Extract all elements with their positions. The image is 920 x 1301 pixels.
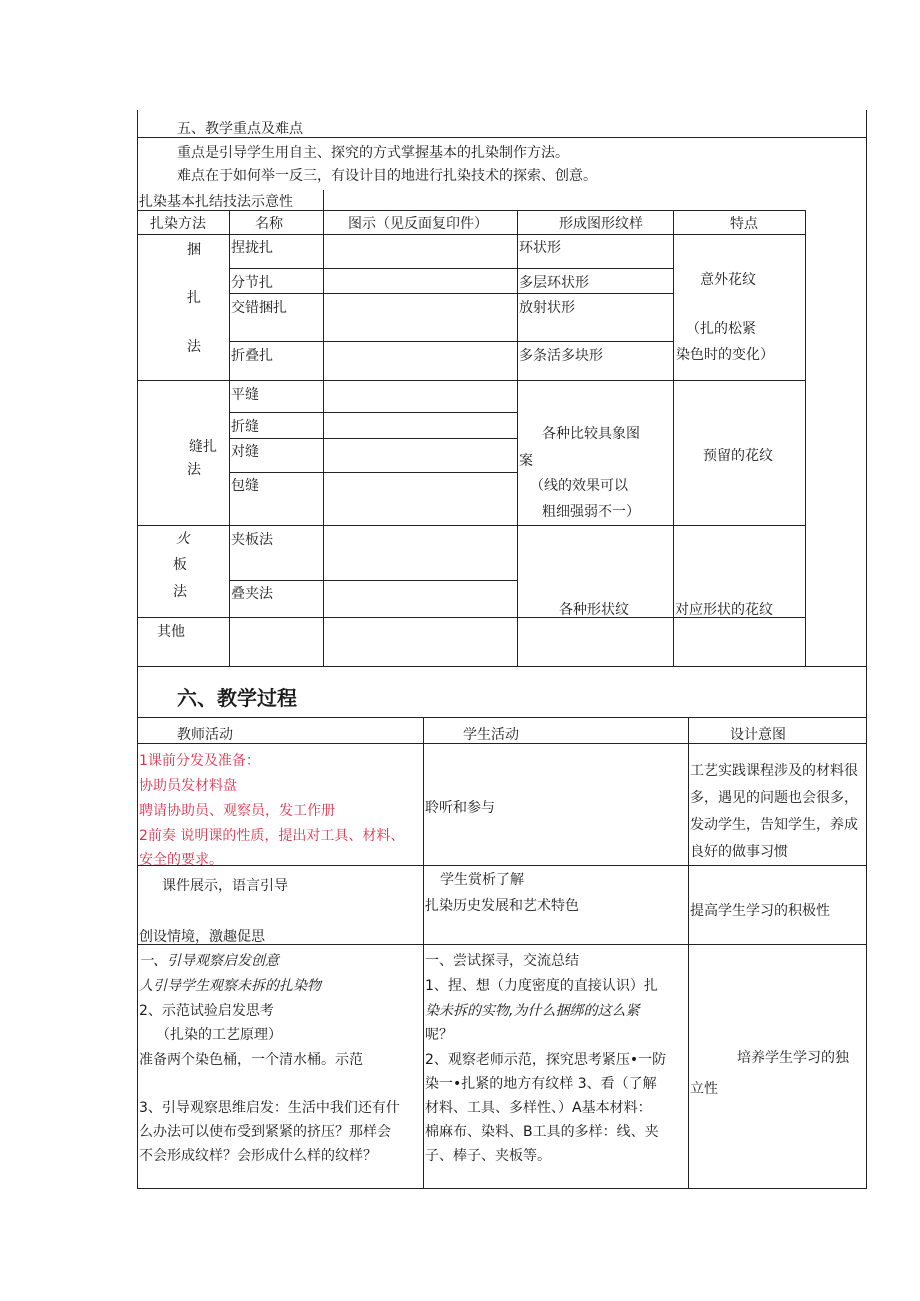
process-header-teacher: 教师活动 [177, 727, 233, 743]
row1-teacher-line-5: 安全的要求。 [139, 852, 223, 868]
row3-teacher-line-8: 不会形成纹样？会形成什么样的纹样？ [139, 1148, 377, 1164]
tie-line [229, 438, 517, 439]
tie-col-line [323, 210, 324, 666]
section5-title: 五、教学重点及难点 [177, 121, 303, 137]
caption-divider [323, 190, 324, 210]
process-header-student: 学生活动 [463, 727, 519, 743]
bundling-feature-2: （扎的松紧 [686, 321, 756, 337]
tie-line [229, 472, 517, 473]
bundling-pattern-4: 多条活多块形 [519, 348, 603, 364]
row2-student-line-1: 学生赏析了解 [440, 872, 524, 888]
tie-group-line [137, 380, 805, 381]
row3-student-line-8: 棉麻布、染料、B工具的多样：线、夹 [425, 1124, 659, 1140]
row1-teacher-line-1: 1课前分发及准备： [139, 753, 260, 769]
tie-table-top-line [137, 210, 805, 211]
clamp-pattern: 各种形状纹 [559, 602, 629, 618]
row3-student-line-6: 染一•扎紧的地方有纹样 3、看（了解 [425, 1076, 657, 1092]
tie-header-feature: 特点 [730, 216, 758, 232]
section5-key-point: 重点是引导学生用自主、探究的方式掌握基本的扎染制作方法。 [177, 145, 569, 161]
clamp-name-2: 叠夹法 [231, 586, 273, 602]
row3-teacher-line-6: 3、引导观察思维启发：生活中我们还有什 [139, 1100, 400, 1116]
row3-student-line-3: 染未拆的实物,为什么捆绑的这么紧 [425, 1003, 640, 1019]
sewing-name-2: 折缝 [231, 419, 259, 435]
process-header-intent: 设计意图 [730, 727, 786, 743]
tie-line [229, 341, 673, 342]
row1-intent-line-1: 工艺实践课程涉及的材料很 [690, 763, 858, 779]
tie-table-caption: 扎染基本扎结技法示意性 [139, 194, 293, 210]
row2-teacher-line-2: 创设情境，激趣促思 [139, 929, 265, 945]
tie-group-line [137, 525, 805, 526]
bundling-method-3: 法 [187, 339, 201, 355]
row2-student-line-2: 扎染历史发展和艺术特色 [425, 898, 579, 914]
row3-intent-line-1: 培养学生学习的独 [737, 1050, 849, 1066]
row2-intent: 提高学生学习的积极性 [690, 903, 830, 919]
bundling-pattern-3: 放射状形 [519, 300, 575, 316]
row3-teacher-line-3: 2、示范试验启发思考 [139, 1003, 274, 1019]
row1-teacher-line-3: 聘请协助员、观察员，发工作册 [139, 803, 335, 819]
tie-line [229, 412, 517, 413]
tie-header-diagram: 图示（见反面复印件） [348, 216, 488, 232]
row3-teacher-line-2: 人引导学生观察未拆的扎染物 [139, 978, 321, 994]
sewing-method-1: 缝扎 [189, 439, 217, 455]
row1-intent-line-4: 良好的做事习惯 [690, 844, 788, 860]
row3-student-line-2: 1、捏、想（力度密度的直接认识）扎 [425, 978, 658, 994]
tie-line [229, 268, 673, 269]
process-row-line [137, 865, 867, 866]
section6-title: 六、教学过程 [177, 686, 297, 710]
sewing-name-4: 包缝 [231, 478, 259, 494]
row3-student-line-5: 2、观察老师示范，探究思考紧压•一防 [425, 1052, 667, 1068]
sewing-pattern-1: 各种比较具象图 [542, 426, 640, 442]
row1-student: 聆听和参与 [425, 800, 495, 816]
tie-table-bottom-line [137, 666, 867, 667]
bundling-name-3: 交错捆扎 [231, 300, 287, 316]
process-bottom-line [137, 1188, 867, 1189]
tie-table-header-line [137, 234, 805, 235]
row3-student-line-7: 材料、工具、多样性、）A基本材料： [425, 1100, 652, 1116]
tie-line [229, 293, 673, 294]
frame-left-line [137, 110, 138, 1189]
clamp-name-1: 夹板法 [231, 532, 273, 548]
bundling-feature-3: 染色时的变化） [676, 347, 774, 363]
process-col-line [688, 717, 689, 1188]
tie-col-line [805, 210, 806, 666]
row3-teacher-line-5: 准备两个染色桶，一个清水桶。示范 [139, 1052, 363, 1068]
row3-teacher-line-7: 么办法可以使布受到紧紧的挤压？那样会 [139, 1124, 391, 1140]
sewing-pattern-4: 粗细强弱不一） [542, 504, 640, 520]
sewing-feature: 预留的花纹 [703, 448, 773, 464]
row1-teacher-line-4: 2前奏 说明课的性质，提出对工具、材料、 [139, 828, 405, 844]
bundling-method-1: 捆 [187, 242, 201, 258]
sewing-method-2: 法 [187, 462, 201, 478]
bundling-feature-1: 意外花纹 [700, 272, 756, 288]
row3-teacher-line-4: （扎染的工艺原理） [156, 1027, 282, 1043]
row1-intent-line-2: 多，遇见的问题也会很多， [690, 790, 858, 806]
tie-header-name: 名称 [255, 216, 283, 232]
sewing-pattern-2: 案 [519, 453, 533, 469]
row3-intent-line-2: 立性 [690, 1081, 718, 1097]
row3-student-line-1: 一、尝试探寻，交流总结 [425, 953, 579, 969]
sewing-name-3: 对缝 [231, 444, 259, 460]
bundling-name-2: 分节扎 [231, 275, 273, 291]
tie-col-line [673, 210, 674, 666]
process-col-line [423, 717, 424, 1188]
row1-teacher-line-2: 协助员发材料盘 [139, 778, 237, 794]
row3-student-line-9: 子、棒子、夹板等。 [425, 1148, 551, 1164]
bundling-method-2: 扎 [187, 290, 201, 306]
row3-student-line-4: 呢？ [425, 1027, 453, 1043]
bundling-name-1: 捏拢扎 [231, 240, 273, 256]
other-method: 其他 [157, 624, 185, 640]
process-top-line [137, 717, 867, 718]
bundling-name-4: 折叠扎 [231, 348, 273, 364]
sewing-pattern-3: （线的效果可以 [530, 478, 628, 494]
row1-intent-line-3: 发动学生，告知学生，养成 [690, 817, 858, 833]
tie-line [229, 580, 517, 581]
row2-teacher-line-1: 课件展示，语言引导 [162, 878, 288, 894]
tie-header-pattern: 形成图形纹样 [559, 216, 643, 232]
row3-teacher-line-1: 一、引导观察启发创意 [139, 953, 279, 969]
bundling-pattern-2: 多层环状形 [519, 275, 589, 291]
bundling-pattern-1: 环状形 [519, 240, 561, 256]
clamp-feature: 对应形状的花纹 [675, 602, 773, 618]
clamp-method-1: 火 [176, 531, 190, 547]
clamp-method-2: 板 [173, 557, 187, 573]
frame-right-line [866, 110, 867, 1189]
tie-col-line [517, 210, 518, 666]
section5-difficulty: 难点在于如何举一反三，有设计目的地进行扎染技术的探索、创意。 [177, 168, 597, 184]
clamp-method-3: 法 [173, 584, 187, 600]
tie-col-line [229, 210, 230, 666]
tie-header-method: 扎染方法 [150, 216, 206, 232]
sewing-name-1: 平缝 [231, 387, 259, 403]
